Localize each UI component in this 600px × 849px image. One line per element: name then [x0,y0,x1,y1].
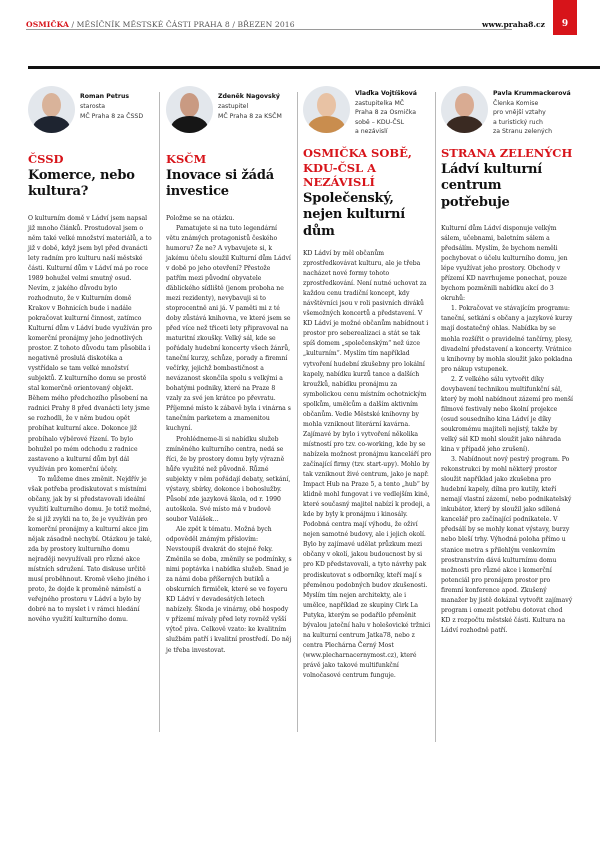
author-name: Zdeněk Nagovský [218,93,280,100]
author-meta [80,92,143,122]
portrait-head-shape [42,93,61,117]
paragraph: To můžeme dnes změnit. Nejdřív je však potřeba prodiskutovat s místními občany, jak by si představovali ideální využití kulturního domu. Je totiž možné, že si již zvykli na to, že je využíván pro komerční pronájmy a kulturní akce jim nějak zásadně nechybí. Otázkou je také, zda by prostory kulturního domu nejraději nevyužívali pro různé akce místních sdružení. Tato diskuse určitě musí proběhnout. Kromě všeho jiného i proto, že dojde k proměně náměstí a veřejného prostoru v Ládví a bylo by dobré na to myslet i v rámci hledání nového využití kulturního domu. [28,475,152,624]
author-role-line: Praha 8 za Osmička [355,109,417,116]
article-cssd [28,86,153,849]
article-body [28,214,153,626]
page-number: 9 [553,0,577,35]
author-photo [166,86,213,133]
paragraph: Položme se na otázku. [166,214,235,222]
article-kscm [166,86,292,849]
column-divider [297,92,298,732]
publication-line [26,20,295,29]
paragraph: Pamatujete si na tuto legendární větu známých protagonistů českého humoru? Že ne? A vybavujete si, k jakému účelu sloužil Kulturní dům Ládví v době po jeho otevření? Přestože patřím mezi původní obyvatele ďáblického sídliště (jenom proboha ne mezi rezidenty), nevybavuji si to stoprocentně ani já. V paměti mi z té doby zůstává knihovna, ve které jsem se před více než třiceti lety připravoval na maturitní zkoušky. Velký sál, kde se pořádaly hudební koncerty všech žánrů, taneční kurzy, schůze, porady a firemní večírky, jejichž bombastičnost a nevázanost skončila spolu s velkými a bohatými podniky, které na Praze 8 vzaly za své jen krátce po převratu. Příjemné místo k zábavě byla i vinárna s tanečním parketem a znamenitou kuchyní. [166,224,291,433]
party-name: KSČM [166,152,207,166]
article-strana-zelenych [441,86,573,849]
article-title: Ládví kulturní centrum potřebuje [441,161,542,210]
author-role-line: a nezávislí [355,128,388,135]
column-divider [159,92,160,732]
paragraph: 2. Z velkého sálu vytvořit díky dovybavení technikou multifunkční sál, který by mohl nabídnout zázemí pro menší filmové festivaly nebo školní projekce (osud sousedního kina Ládví je díky soukromému majiteli nejistý, takže by velký sál KD mohl sloužit jako náhrada kina v případě jeho zrušení). [441,375,573,454]
magazine-name: OSMIČKA [26,20,69,29]
author-role-line: a turistický ruch [493,118,543,126]
author-role-line: zastupitelka MČ [355,99,405,107]
party-name: ČSSD [28,152,64,166]
column-divider [435,92,436,742]
magazine-subtitle: / MĚSÍČNÍK MĚSTSKÉ ČÁSTI PRAHA 8 / BŘEZEN 2016 [69,20,295,29]
author-role-line: za Stranu zelených [493,128,552,135]
author-block [303,86,432,136]
article-title: Komerce, nebo kultura? [28,167,135,199]
author-role-line: starosta [80,103,106,110]
author-name: Pavla Krummackerová [493,90,571,97]
party-name: OSMIČKA SOBĚ, KDU-ČSL A NEZÁVISLÍ [303,146,412,189]
portrait-head-shape [317,93,336,117]
author-photo [28,86,75,133]
author-role-line: zastupitel [218,103,249,110]
article-title: Inovace si žádá investice [166,167,274,199]
author-meta [355,89,417,137]
article-osmicka-sobe [303,86,432,849]
portrait-body-shape [308,116,345,133]
portrait-body-shape [33,116,70,133]
author-meta [218,92,282,122]
author-name: Roman Petrus [80,93,130,100]
paragraph: Kulturní dům Ládví disponuje velkým sálem, učebnami, baletním sálem a předsálím. Myslím, že bychom neměli pochybovat o účelu kulturního domu, jen lépe využívat jeho prostory. Obchody v přízemí KD navrhujeme ponechat, pouze bychom pozměnili nabídku akcí do 3 okruhů: [441,225,568,303]
paragraph: Ale zpět k tématu. Možná bych odpověděl známým příslovím: Nevstoupíš dvakrát do stejné řeky. Změnila se doba, změnily se podmínky, s nimi poptávka i nabídka služeb. Snad je za námi doba příšerných butiků a obskurních firmiček, které se ve foyeru KD Ládví v devadesátých letech nabízely. Škoda je vinárny, obě hospody v přízemí mívaly před lety rovněž vyšší výtoč piva. Celkově vzato: ke kvalitním službám patří i kvalitní prostředí. Do něj je třeba investovat. [166,525,292,654]
page-header [0,0,600,40]
author-role-line: MČ Praha 8 za ČSSD [80,113,144,120]
paragraph: KD Ládví by měl občanům zprostředkovávat kulturu, ale je třeba nacházet nové formy tohoto zprostředkování. Není nutné uchovat za každou cenu tradiční koncept, kdy návštěvníci jsou v roli pasivních diváků všemožných koncertů a představení. V KD Ládví je možné občanům nabídnout i prostor pro seberealizaci a stát se tak spíš domem „společenským“ než úzce „kulturním“. Myslím tím například vytvoření hudební zkušebny pro lokální kapely, nabídku kurzů tance a dalších kroužků, nabídku pronájmu za symbolickou cenu místním ochotnickým spolkům, umělcům a dalším aktivním občanům. Vedle Městské knihovny by mohla vzniknout literární kavárna. Zajímavé by bylo i vytvoření několika místností pro tzv. co-working, kde by se nabízela možnost pronájmu kanceláří pro začínající firmy (tzv. start-upy). Mohlo by tak vzniknout živé centrum, jako je např. Impact Hub na Praze 5, a tento „hub“ by klidně mohl fungovat i ve vedlejším kině, které současný majitel nabízí k prodeji, a kde by byly k pronájmu i kinosály. Podobná centra mají výhodu, že oživí nejen samotné budovy, ale i jejich okolí. Bylo by zajímavé udělat průzkum mezi občany v okolí, jakou budoucnost by si pro KD představovali, a tyto návrhy pak prodiskutovat s odborníky, kteří mají s přeměnou podobných budov zkušenosti. Myslím tím nejen architekty, ale i umělce, například ze skupiny Cirk La Putyka, kterým se podařilo přeměnit bývalou jateční halu v holešovické tržnici na kulturní centrum Jatka78, nebo z centra Plechárna Černý Most (www.plecharnacernymost.cz), které právě jako takové multifunkční volnočasové centrum funguje. [303,250,432,679]
author-role-line: sobě – KDU-ČSL [355,118,405,126]
article-body [166,214,292,656]
author-role-line: Členka Komise [493,99,539,107]
portrait-body-shape [171,116,208,133]
paragraph: Prohlédneme-li si nabídku služeb zmíněného kulturního centra, nedá se říci, že by prostory domu byly výrazně hůře využité než původně. Různé subjekty v něm pořádají debaty, setkání, výstavy, sbírky, dokonce i bohoslužby. Působí zde jazyková škola, od r. 1990 autoškola. Své místo má v budově soubor Valášek… [166,435,291,523]
article-body [441,224,573,636]
author-block [441,86,573,136]
author-photo [303,86,350,133]
party-name: STRANA ZELENÝCH [441,146,573,160]
section-rule [28,66,600,69]
header-divider [26,29,512,30]
website-link[interactable]: www.praha8.cz [481,20,545,29]
author-name: Vlaďka Vojtíšková [355,90,417,97]
paragraph: O kulturním domě v Ládví jsem napsal již mnoho článků. Prostudoval jsem o něm také velké množství materiálů, a to již v době, když jsem byl před dvanácti lety radním pro kulturu naší městské části. Kulturní dům v Ládví má po roce 1989 bohužel velmi smutný osud. Nevím, z jakého důvodu bylo rozhodnuto, že v Kulturním domě Krakov v Bohnicích bude i nadále pokračovat kulturní činnost, zatímco Kulturní dům v Ládví bude využíván pro komerční pronájmy jeho jednotlivých prostor. Z tohoto důvodu tam působila i negativně proslulá diskotéka a vystřídalo se tam velké množství subjektů. Z kulturního domu se prostě stal komerčně orientovaný objekt. Během mého předchozího působení na radnici Prahy 8 před dvanácti lety jsme se rozhodli, že v něm budou opět probíhat kulturní akce. Dokonce již probíhalo výběrové řízení. To bylo bohužel po mém odchodu z radnice zastaveno a kulturní dům byl dál využíván pro komerční účely. [28,214,152,473]
author-role-line: MČ Praha 8 za KSČM [218,113,282,120]
paragraph: 3. Nabídnout nový pestrý program. Po rekonstrukci by mohl některý prostor sloužit například jako zkušebna pro hudební kapely, dílna pro kutily, kteří nemají vlastní zázemí, nebo podnikatelský inkubátor, který by sloužil jako sdílená kancelář pro začínající podnikatele. V předsálí by se mohly konat výstavy, burzy nebo bleší trhy. Výhodná poloha přímo u stanice metra s přilehlým venkovním prostranstvím dává kulturnímu domu možnosti pro různé akce i komerční potenciál pro pronájem prostor pro firemní konference apod. Zkušený manažer by jistě dokázal vytvořit zajímavý program i omezit potřebu dotovat chod KD z rozpočtu městské části. Kultura na Ládví rozhodně patří. [441,456,573,634]
author-photo [441,86,488,133]
author-role-line: pro vnější vztahy [493,109,546,116]
author-block [28,86,153,136]
portrait-body-shape [446,116,483,133]
article-title: Společenský, nejen kulturní dům [303,190,405,239]
paragraph: 1. Pokračovat ve stávajícím programu: taneční, setkání s občany a jazykové kurzy mají dostatečný ohlas. Nabídka by se mohla rozšířit o pravidelné tančírny, plesy, divadelní představení a koncerty. Vrátnice u knihovny by mohla sloužit jako pokladna pro nákup vstupenek. [441,305,573,373]
portrait-head-shape [455,93,474,117]
portrait-head-shape [180,93,199,117]
article-body [303,249,432,681]
author-meta [493,89,571,137]
author-block [166,86,292,136]
